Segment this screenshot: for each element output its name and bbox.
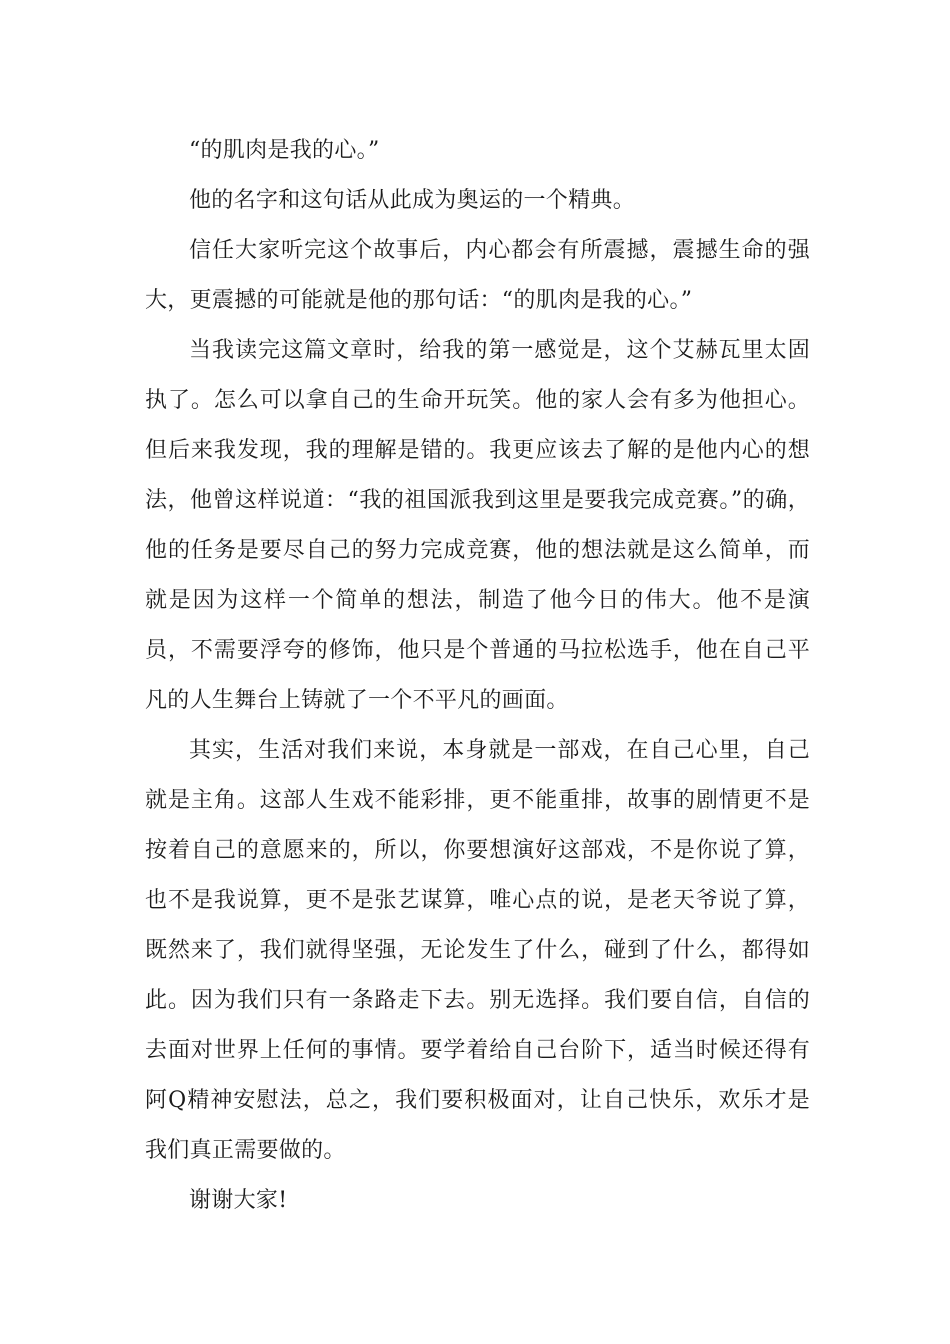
document-body bbox=[145, 126, 810, 1226]
paragraph-thanks: 谢谢大家! bbox=[189, 1188, 288, 1213]
paragraph-quote: “的肌肉是我的心。” bbox=[189, 138, 380, 163]
paragraph-reflection: 当我读完这篇文章时，给我的第一感觉是，这个艾赫瓦里太固执了。怎么可以拿自己的生命开玩笑。他的家人会有多为他担心。但后来我发现，我的理解是错的。我更应该去了解的是他内心的想法，他曾这样说道：“我的祖国派我到这里是要我完成竞赛。”的确，他的任务是要尽自己的努力完成竞赛，他的想法就是这么简单，而就是因为这样一个简单的想法，制造了他今日的伟大。他不是演员，不需要浮夸的修饰，他只是个普通的马拉松选手，他在自己平凡的人生舞台上铸就了一个不平凡的画面。 bbox=[145, 338, 810, 713]
paragraph-shock: 信任大家听完这个故事后，内心都会有所震撼，震撼生命的强大，更震撼的可能就是他的那句话：“的肌肉是我的心。” bbox=[145, 238, 810, 313]
paragraph-classic: 他的名字和这句话从此成为奥运的一个精典。 bbox=[189, 188, 636, 213]
paragraph-life-drama: 其实，生活对我们来说，本身就是一部戏，在自己心里，自己就是主角。这部人生戏不能彩排，更不能重排，故事的剧情更不是按着自己的意愿来的，所以，你要想演好这部戏，不是你说了算，也不是我说算，更不是张艺谋算，唯心点的说，是老天爷说了算，既然来了，我们就得坚强，无论发生了什么，碰到了什么，都得如此。因为我们只有一条路走下去。别无选择。我们要自信，自信的去面对世界上任何的事情。要学着给自己台阶下，适当时候还得有阿Q精神安慰法，总之，我们要积极面对，让自己快乐，欢乐才是我们真正需要做的。 bbox=[145, 738, 810, 1163]
